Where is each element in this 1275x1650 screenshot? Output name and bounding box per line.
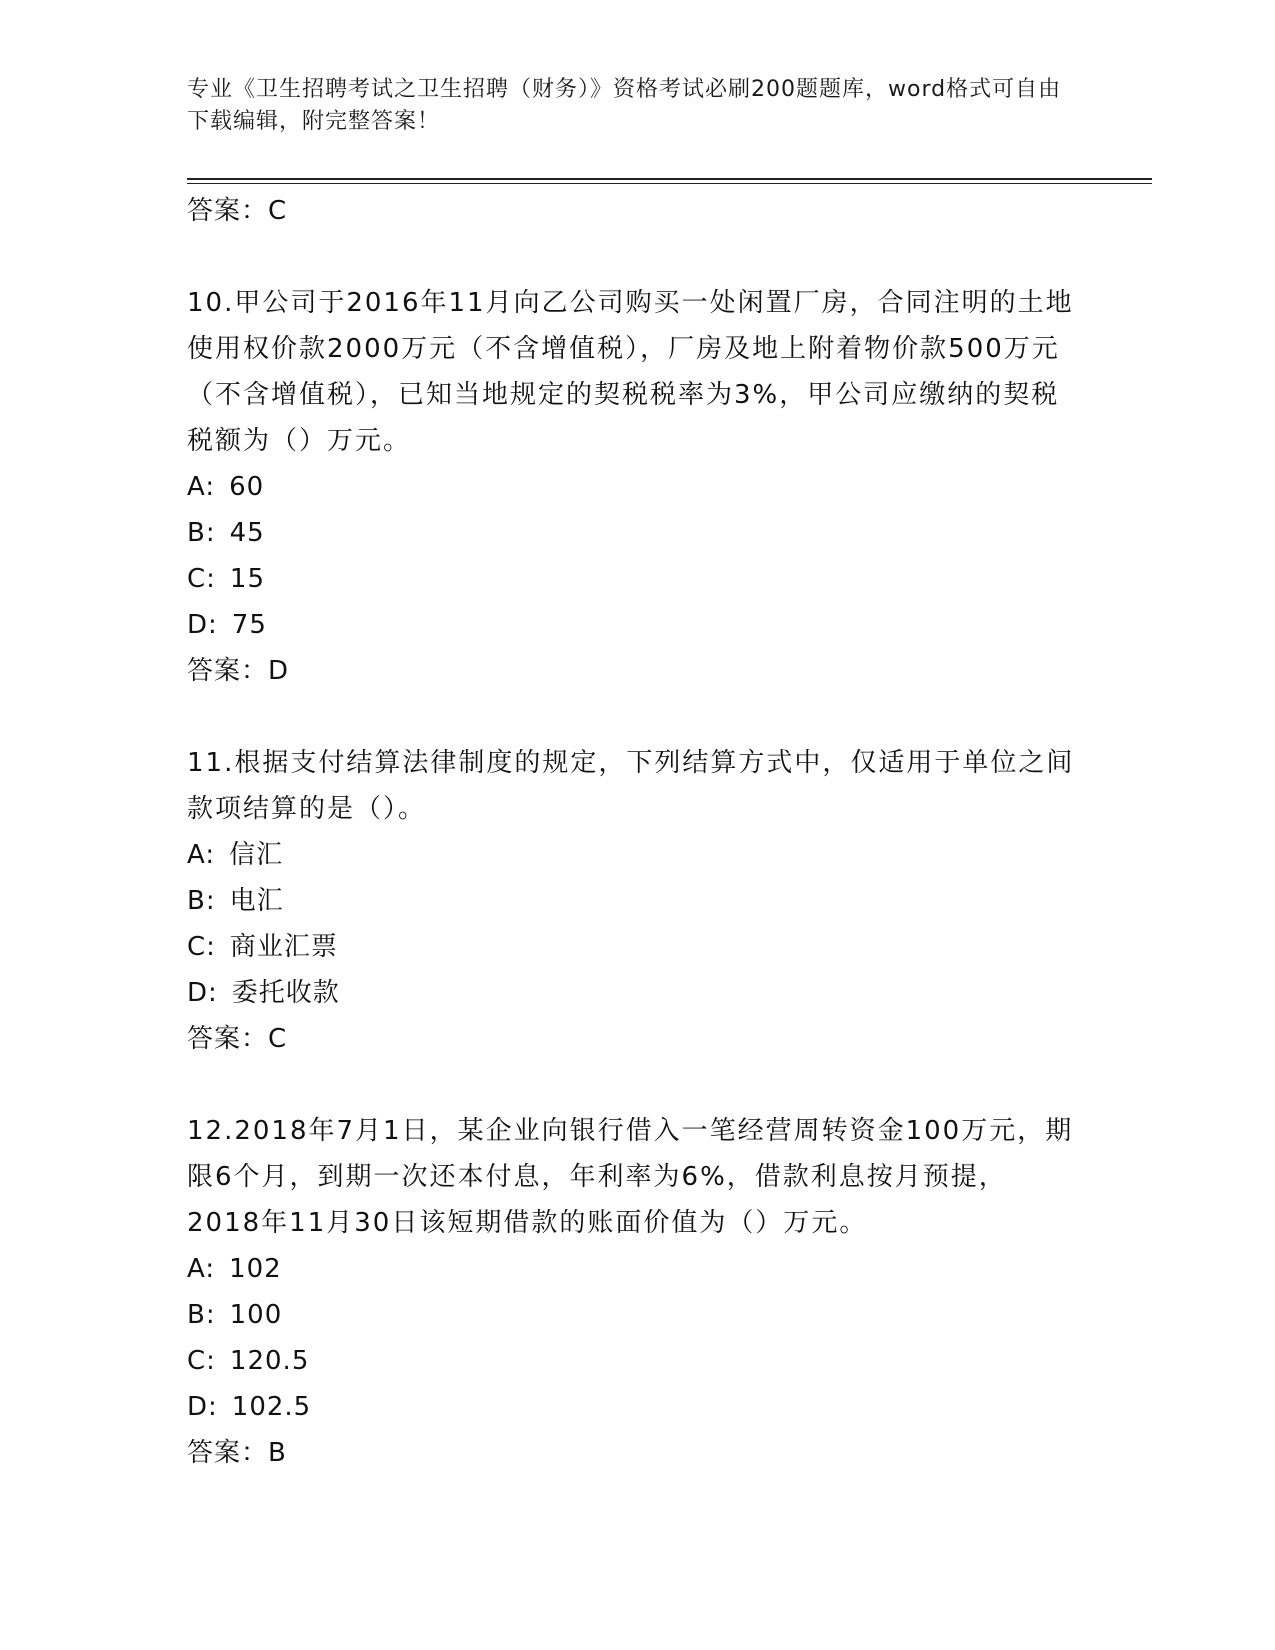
- option-text: 信汇: [229, 840, 284, 870]
- question-11: [187, 740, 1087, 1062]
- option-d: [187, 1384, 1087, 1430]
- option-text: 45: [229, 518, 265, 548]
- spacer: [187, 694, 1087, 740]
- option-label: A:: [187, 472, 216, 502]
- spacer: [187, 234, 1087, 280]
- option-text: 委托收款: [231, 978, 340, 1008]
- option-label: C:: [187, 564, 216, 594]
- option-d: [187, 602, 1087, 648]
- option-c: [187, 924, 1087, 970]
- option-label: B:: [187, 518, 216, 548]
- option-d: [187, 970, 1087, 1016]
- option-text: 75: [231, 610, 267, 640]
- option-label: A:: [187, 840, 216, 870]
- question-answer: 答案：C: [187, 1024, 288, 1054]
- option-text: 15: [229, 564, 266, 594]
- question-12: [187, 1108, 1087, 1476]
- document-header: 专业《卫生招聘考试之卫生招聘（财务）》资格考试必刷200题题库，word格式可自由下载编辑，附完整答案！: [187, 77, 1062, 134]
- option-label: C:: [187, 932, 216, 962]
- option-text: 100: [229, 1300, 283, 1330]
- question-stem: 10.甲公司于2016年11月向乙公司购买一处闲置厂房，合同注明的土地使用权价款2000万元（不含增值税），厂房及地上附着物价款500万元（不含增值税），已知当地规定的契税税率为3%，甲公司应缴纳的契税税额为（）万元。: [187, 288, 1074, 456]
- option-c: [187, 1338, 1087, 1384]
- option-label: D:: [187, 610, 218, 640]
- spacer: [187, 1062, 1087, 1108]
- option-label: B:: [187, 886, 216, 916]
- option-c: [187, 556, 1087, 602]
- option-b: [187, 510, 1087, 556]
- option-text: 60: [229, 472, 265, 502]
- option-b: [187, 1292, 1087, 1338]
- question-answer: 答案：D: [187, 656, 290, 686]
- option-text: 120.5: [229, 1346, 310, 1376]
- option-text: 102.5: [231, 1392, 312, 1422]
- option-label: D:: [187, 1392, 218, 1422]
- option-b: [187, 878, 1087, 924]
- header-rule-thin: [187, 183, 1152, 184]
- previous-answer: 答案：C: [187, 196, 288, 226]
- option-label: D:: [187, 978, 218, 1008]
- question-list: [187, 188, 1087, 1476]
- question-stem: 12.2018年7月1日，某企业向银行借入一笔经营周转资金100万元，期限6个月，到期一次还本付息，年利率为6%，借款利息按月预提，2018年11月30日该短期借款的账面价值为（）万元。: [187, 1116, 1074, 1238]
- header-rule-thick: [187, 178, 1152, 180]
- option-label: C:: [187, 1346, 216, 1376]
- question-answer: 答案：B: [187, 1438, 287, 1468]
- question-stem: 11.根据支付结算法律制度的规定，下列结算方式中，仅适用于单位之间款项结算的是（）。: [187, 748, 1075, 824]
- question-10: [187, 280, 1087, 694]
- option-a: [187, 1246, 1087, 1292]
- option-label: A:: [187, 1254, 216, 1284]
- option-text: 电汇: [229, 886, 284, 916]
- option-a: [187, 464, 1087, 510]
- option-text: 商业汇票: [229, 932, 338, 962]
- option-text: 102: [229, 1254, 282, 1284]
- option-label: B:: [187, 1300, 216, 1330]
- option-a: [187, 832, 1087, 878]
